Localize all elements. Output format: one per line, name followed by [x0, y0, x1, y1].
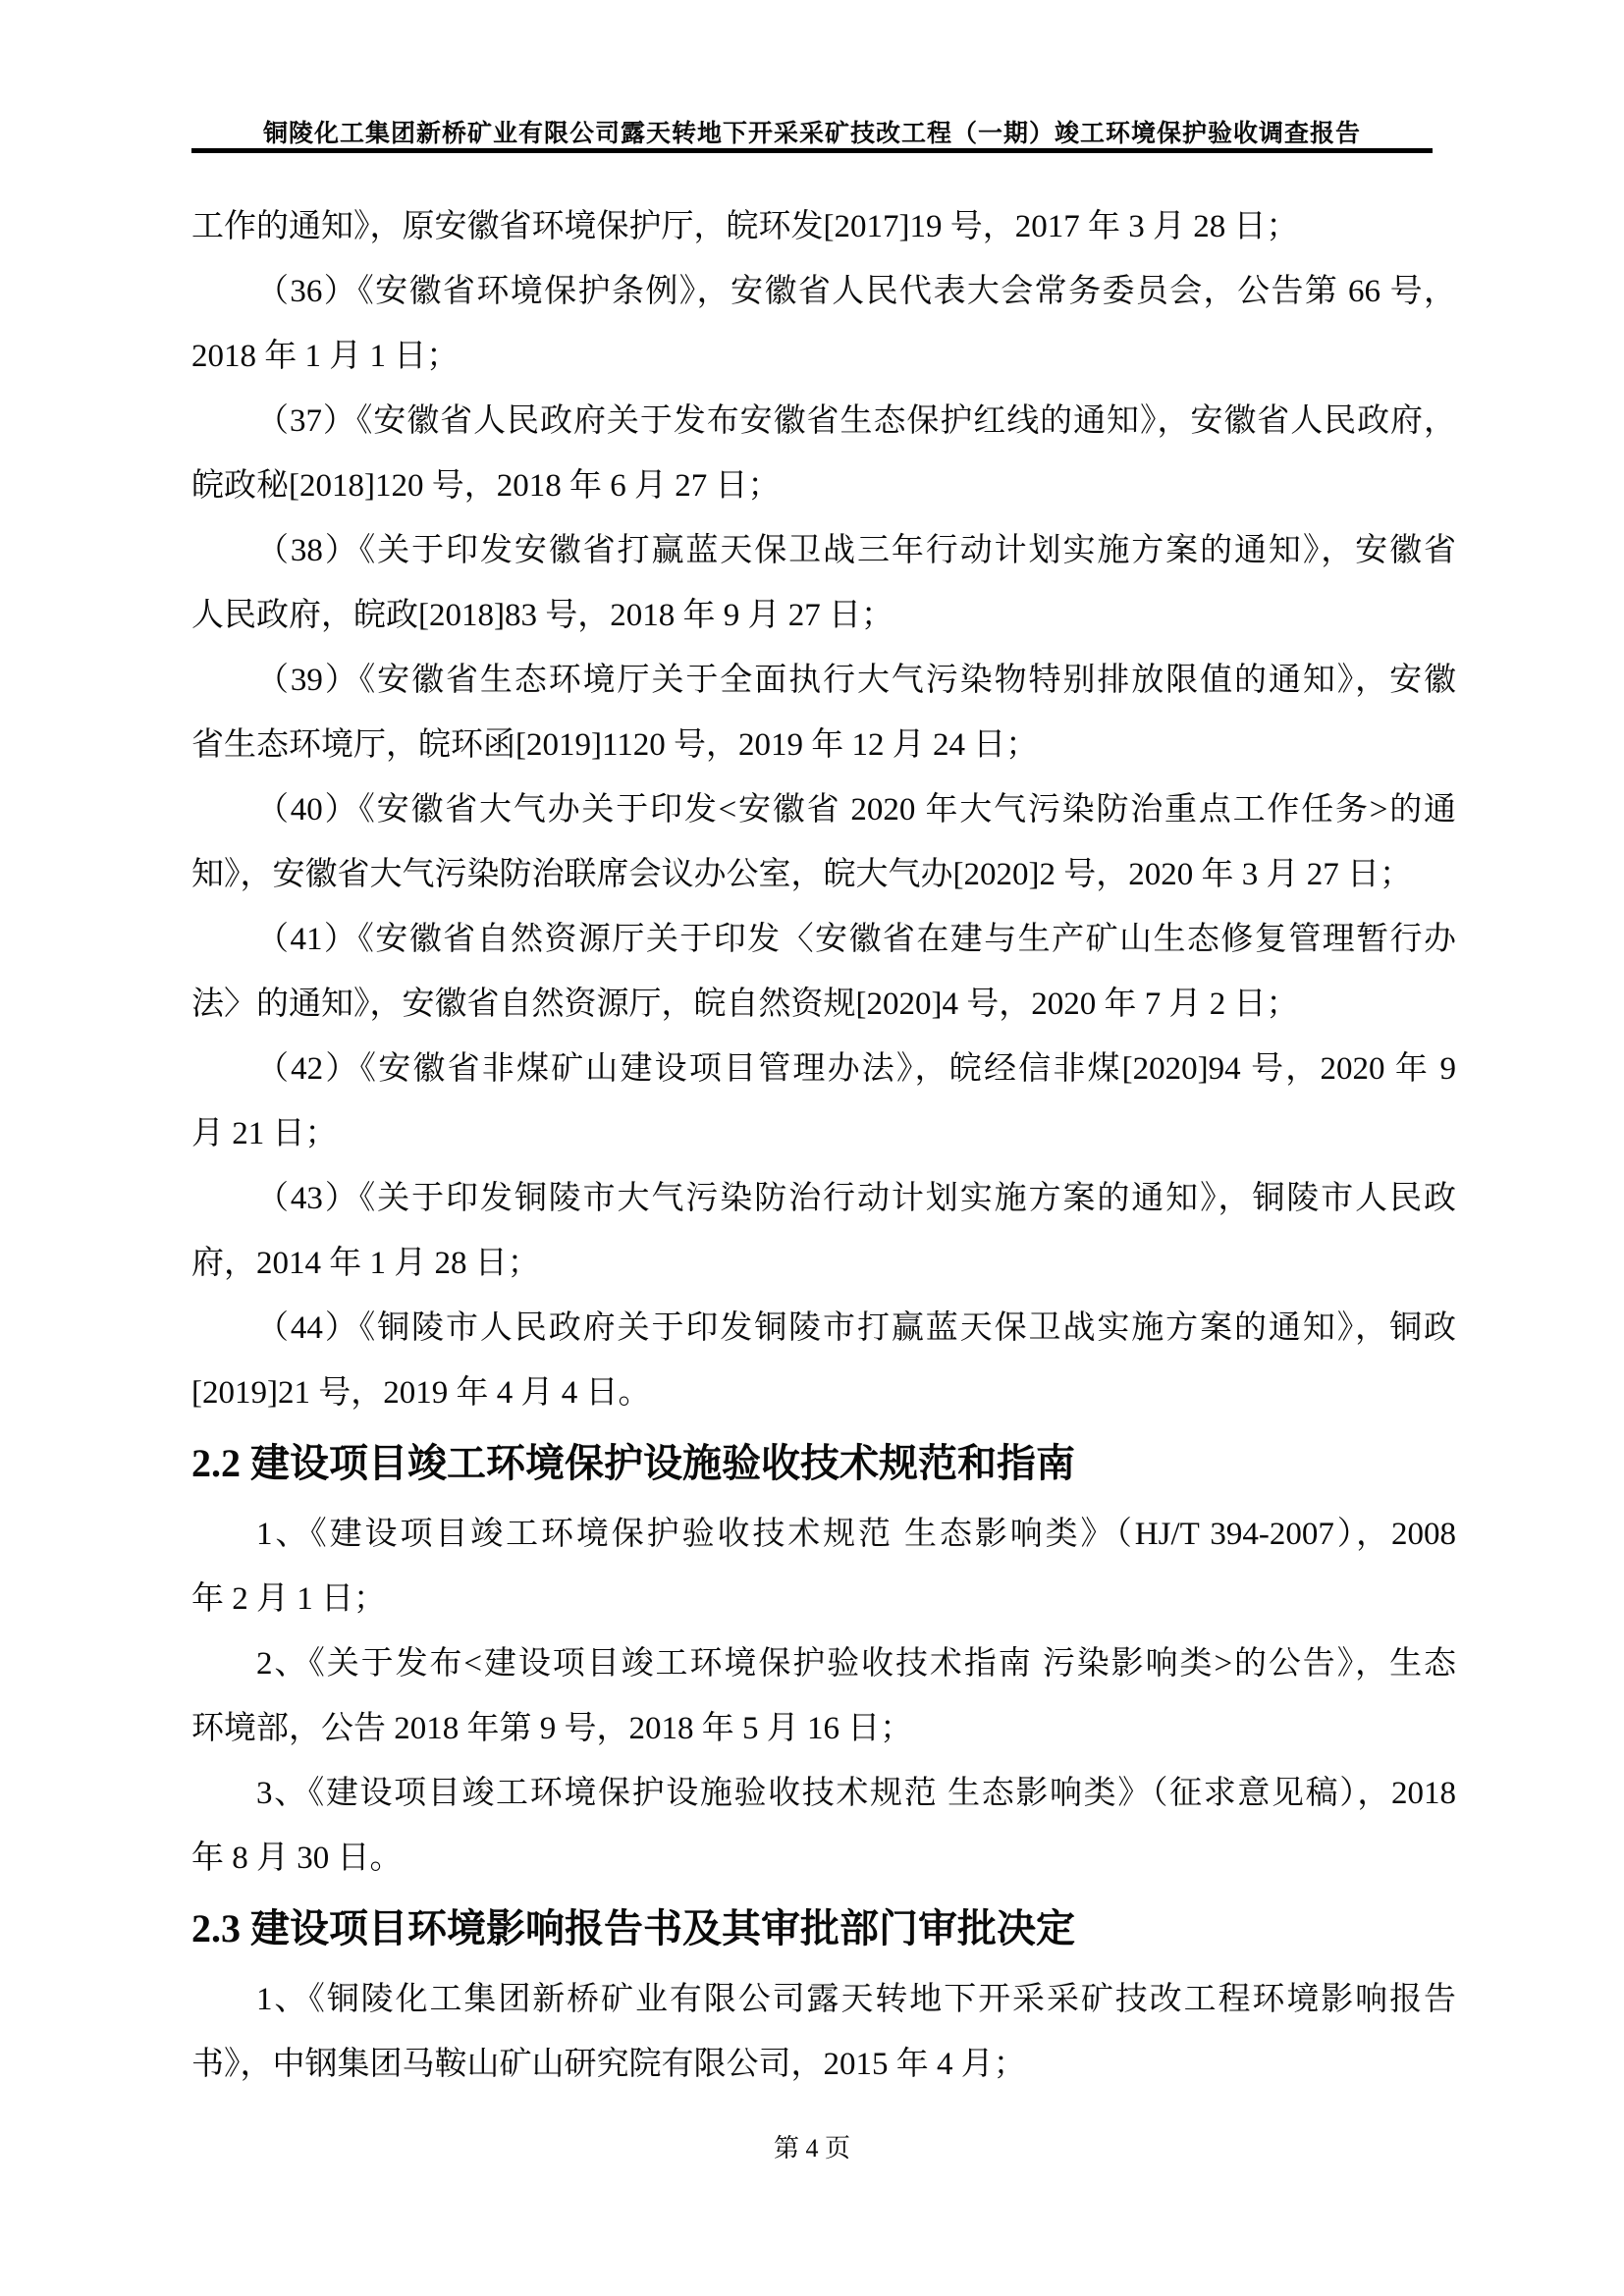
text-line: （40）《安徽省大气办关于印发<安徽省 2020 年大气污染防治重点工作任务>的通 — [256, 792, 1456, 828]
text-line: （41）《安徽省自然资源厅关于印发〈安徽省在建与生产矿山生态修复管理暂行办 — [256, 922, 1456, 957]
text-line: 1、《建设项目竣工环境保护验收技术规范 生态影响类》（HJ/T 394-2007），2008 — [256, 1517, 1456, 1552]
document-body — [191, 194, 1456, 2097]
text-line: 工作的通知》，原安徽省环境保护厅，皖环发[2017]19 号，2017 年 3 月 28 日； — [191, 209, 1299, 244]
text-line: 3、《建设项目竣工环境保护设施验收技术规范 生态影响类》（征求意见稿），2018 — [256, 1776, 1456, 1811]
text-line: [2019]21 号，2019 年 4 月 4 日。 — [191, 1375, 651, 1411]
text-line: 府，2014 年 1 月 28 日； — [191, 1246, 540, 1281]
text-line: 年 2 月 1 日； — [191, 1581, 386, 1617]
text-line: 环境部，公告 2018 年第 9 号，2018 年 5 月 16 日； — [191, 1711, 913, 1746]
text-line: （39）《安徽省生态环境厅关于全面执行大气污染物特别排放限值的通知》，安徽 — [256, 663, 1456, 698]
text-line: 2、《关于发布<建设项目竣工环境保护验收技术指南 污染影响类>的公告》，生态 — [256, 1646, 1456, 1682]
page-footer: 第 4 页 — [773, 2134, 850, 2163]
text-line: （37）《安徽省人民政府关于发布安徽省生态保护红线的通知》，安徽省人民政府， — [256, 403, 1456, 439]
header-rule — [191, 148, 1433, 153]
text-line: 省生态环境厅，皖环函[2019]1120 号，2019 年 12 月 24 日； — [191, 727, 1039, 763]
text-line: 人民政府，皖政[2018]83 号，2018 年 9 月 27 日； — [191, 598, 893, 633]
text-line: 2018 年 1 月 1 日； — [191, 339, 460, 374]
text-line: 皖政秘[2018]120 号，2018 年 6 月 27 日； — [191, 468, 781, 504]
section-heading: 2.2 建设项目竣工环境保护设施验收技术规范和指南 — [191, 1441, 1075, 1485]
text-line: 1、《铜陵化工集团新桥矿业有限公司露天转地下开采采矿技改工程环境影响报告 — [256, 1982, 1456, 2017]
text-line: （36）《安徽省环境保护条例》，安徽省人民代表大会常务委员会，公告第 66 号， — [256, 274, 1456, 309]
text-line: （44）《铜陵市人民政府关于印发铜陵市打赢蓝天保卫战实施方案的通知》，铜政 — [256, 1310, 1456, 1346]
text-line: 知》，安徽省大气污染防治联席会议办公室，皖大气办[2020]2 号，2020 年 3 月 27 日； — [191, 857, 1412, 892]
section-heading: 2.3 建设项目环境影响报告书及其审批部门审批决定 — [191, 1906, 1075, 1950]
text-line: 书》，中钢集团马鞍山矿山研究院有限公司，2015 年 4 月； — [191, 2047, 1026, 2082]
text-line: 月 21 日； — [191, 1116, 338, 1151]
text-line: 法〉的通知》，安徽省自然资源厅，皖自然资规[2020]4 号，2020 年 7 月 2 日； — [191, 987, 1299, 1022]
text-line: 年 8 月 30 日。 — [191, 1841, 403, 1876]
text-line: （43）《关于印发铜陵市大气污染防治行动计划实施方案的通知》，铜陵市人民政 — [256, 1181, 1456, 1216]
header-title: 铜陵化工集团新桥矿业有限公司露天转地下开采采矿技改工程（一期）竣工环境保护验收调查报告 — [262, 121, 1361, 147]
text-line: （38）《关于印发安徽省打赢蓝天保卫战三年行动计划实施方案的通知》，安徽省 — [256, 533, 1456, 568]
text-line: （42）《安徽省非煤矿山建设项目管理办法》，皖经信非煤[2020]94 号，2020 年 9 — [256, 1051, 1456, 1087]
